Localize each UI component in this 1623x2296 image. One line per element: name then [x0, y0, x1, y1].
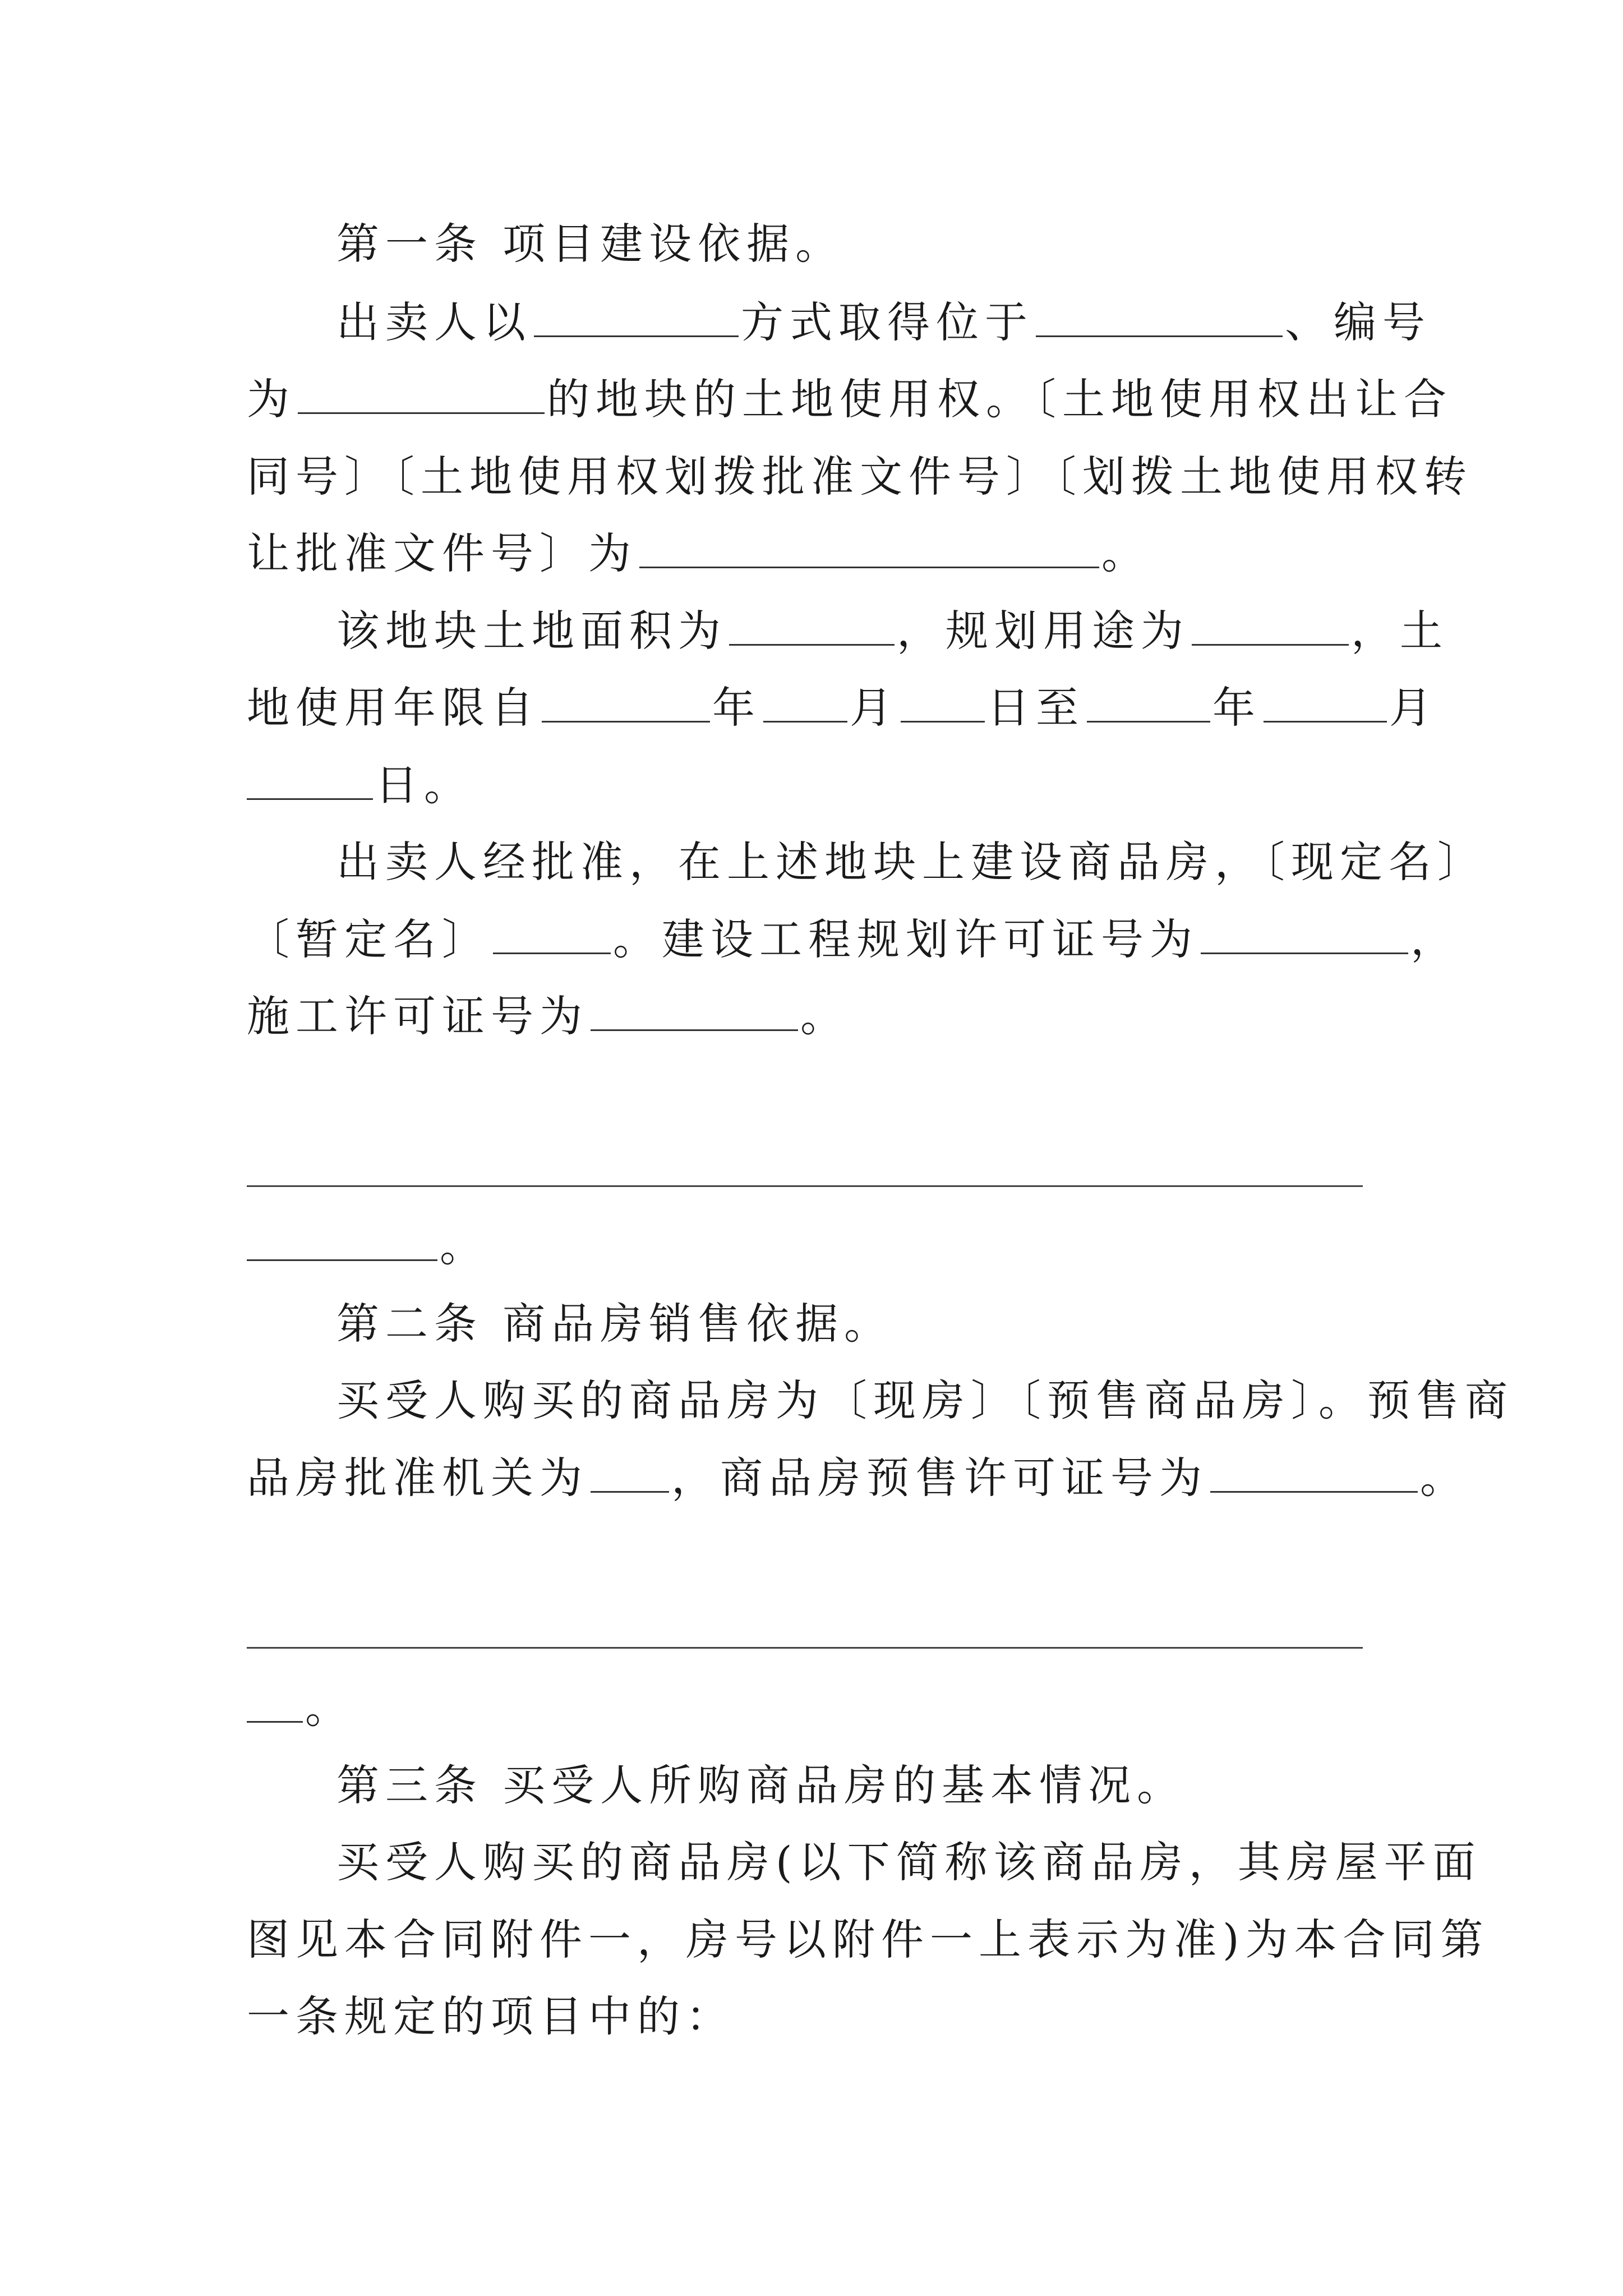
text: 日。 [375, 760, 473, 810]
text: 年 [712, 683, 761, 733]
fill-in-blank[interactable] [1192, 605, 1349, 646]
text: 日至 [987, 683, 1085, 733]
text: 同号〕〔土地使用权划拨批准文件号〕〔划拨土地使用权转 [247, 452, 1473, 501]
text: ，规划用途为 [897, 606, 1189, 656]
article-3-heading [336, 1755, 1402, 1816]
text: ，土 [1351, 606, 1449, 656]
article-1-line-11 [247, 1216, 1396, 1277]
article-1-line-5 [336, 600, 1449, 662]
fill-in-rule-long[interactable] [247, 1185, 1363, 1187]
article-1-line-2 [247, 369, 1453, 430]
text: 。建设工程规划许可证号为 [613, 914, 1198, 964]
article-1-line-7 [247, 754, 1396, 816]
fill-in-blank[interactable] [1201, 913, 1408, 954]
text: 月 [1389, 683, 1438, 733]
text: 。 [1420, 1453, 1469, 1503]
text: ，商品房预售许可证号为 [671, 1453, 1208, 1503]
article-1-line-1 [336, 292, 1431, 353]
fill-in-blank[interactable] [1210, 1452, 1418, 1493]
fill-in-blank[interactable] [247, 1220, 437, 1261]
text: 出卖人以 [336, 297, 532, 347]
article-3-line-1 [336, 1832, 1482, 1893]
text: 地使用年限自 [247, 683, 540, 733]
fill-in-rule-long[interactable] [247, 1647, 1363, 1649]
article-1-line-3 [247, 446, 1473, 508]
fill-in-blank[interactable] [247, 759, 373, 800]
text: 年 [1212, 683, 1261, 733]
text: 。 [440, 1221, 488, 1271]
fill-in-blank[interactable] [493, 913, 611, 954]
fill-in-blank[interactable] [1087, 682, 1210, 723]
fill-in-blank[interactable] [247, 1682, 303, 1723]
fill-in-blank[interactable] [591, 1452, 669, 1493]
fill-in-blank[interactable] [1264, 682, 1387, 723]
text: 。 [800, 991, 849, 1041]
text: 方式取得位于 [741, 297, 1034, 347]
article-3-line-3 [247, 1986, 1396, 2047]
fill-in-blank[interactable] [542, 682, 710, 723]
text: 月 [850, 683, 898, 733]
fill-in-blank[interactable] [591, 990, 798, 1031]
text: 图见本合同附件一，房号以附件一上表示为准)为本合同第 [247, 1915, 1490, 1964]
text: 出卖人经批准，在上述地块上建设商品房，〔现定名〕 [336, 837, 1486, 887]
article-1-line-9 [247, 909, 1459, 970]
article-1-heading [336, 213, 1402, 275]
article-2-heading-text: 第二条 商品房销售依据。 [336, 1299, 893, 1349]
article-2-line-1 [336, 1370, 1514, 1432]
text: 、编号 [1285, 297, 1431, 347]
text: 施工许可证号为 [247, 991, 588, 1041]
text: 为 [247, 374, 296, 424]
article-1-line-4 [247, 523, 1396, 585]
fill-in-blank[interactable] [534, 296, 739, 337]
fill-in-blank[interactable] [763, 682, 847, 723]
text: 。 [305, 1683, 354, 1733]
text: 买受人购买的商品房(以下简称该商品房，其房屋平面 [336, 1837, 1482, 1887]
fill-in-blank[interactable] [901, 682, 985, 723]
text: 买受人购买的商品房为〔现房〕〔预售商品房〕。预售商 [336, 1375, 1514, 1425]
fill-in-blank[interactable] [639, 527, 1099, 568]
article-1-line-8 [336, 831, 1486, 893]
fill-in-blank[interactable] [729, 605, 895, 646]
text: 一条规定的项目中的： [247, 1991, 735, 2041]
text: 品房批准机关为 [247, 1453, 588, 1503]
article-1-line-10 [247, 986, 1396, 1047]
article-2-line-3 [247, 1677, 1396, 1739]
text: ， [1410, 914, 1459, 964]
article-1-line-6 [247, 677, 1438, 739]
text: 的地块的土地使用权。〔土地使用权出让合 [547, 374, 1453, 424]
text: 该地块土地面积为 [336, 606, 727, 656]
fill-in-blank[interactable] [1036, 296, 1283, 337]
article-3-line-2 [247, 1909, 1490, 1971]
article-2-heading [336, 1293, 1402, 1355]
article-3-heading-text: 第三条 买受人所购商品房的基本情况。 [336, 1760, 1186, 1810]
text: 让批准文件号〕为 [247, 528, 637, 578]
article-1-heading-text: 第一条 项目建设依据。 [336, 219, 845, 269]
fill-in-blank[interactable] [298, 373, 545, 414]
text: 。 [1101, 528, 1150, 578]
article-2-line-2 [247, 1447, 1469, 1509]
text: 〔暂定名〕 [247, 914, 491, 964]
